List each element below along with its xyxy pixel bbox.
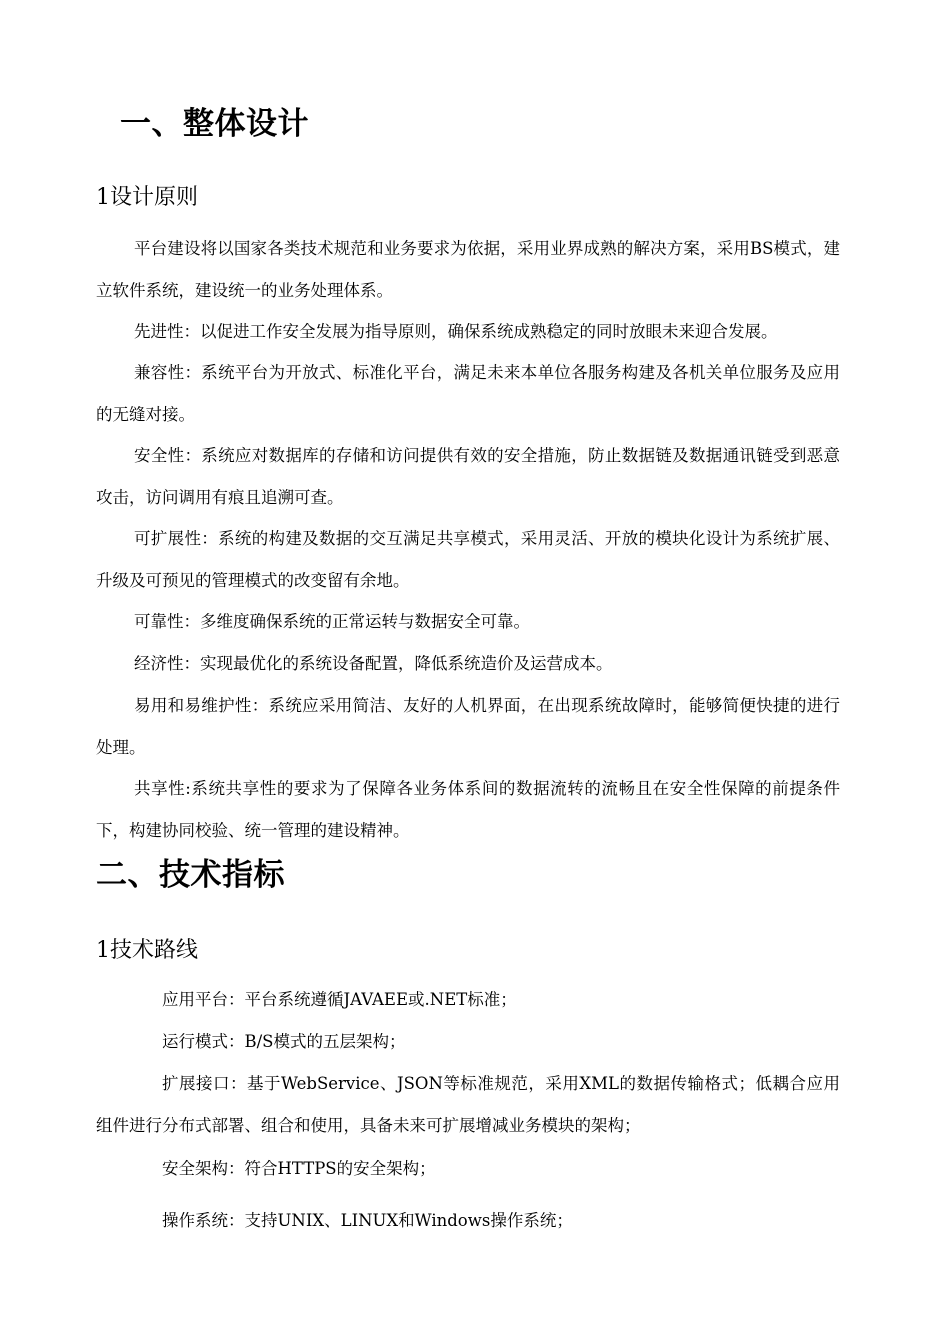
paragraph-compatibility: 兼容性：系统平台为开放式、标准化平台，满足未来本单位各服务构建及各机关单位服务及应用的无缝对接。 [96, 363, 840, 424]
section-1-1-heading [96, 183, 198, 213]
section-2-1-number: 1 [96, 938, 110, 963]
paragraph-usability: 易用和易维护性：系统应采用简洁、友好的人机界面，在出现系统故障时，能够简便快捷的进行处理。 [96, 696, 840, 757]
paragraph-run-mode: 运行模式：B/S模式的五层架构； [162, 1032, 406, 1051]
paragraph-ext-interface: 扩展接口：基于WebService、JSON等标准规范，采用XML的数据传输格式；低耦合应用组件进行分布式部署、组合和使用，具备未来可扩展增减业务模块的架构； [96, 1074, 840, 1135]
section-1-1-title: 设计原则 [110, 185, 199, 210]
paragraph-scalability: 可扩展性：系统的构建及数据的交互满足共享模式，采用灵活、开放的模块化设计为系统扩展、升级及可预见的管理模式的改变留有余地。 [96, 529, 840, 590]
paragraph-sharing: 共享性:系统共享性的要求为了保障各业务体系间的数据流转的流畅且在安全性保障的前提条件下，构建协同校验、统一管理的建设精神。 [96, 779, 840, 840]
paragraph-economy: 经济性：实现最优化的系统设备配置，降低系统造价及运营成本。 [134, 654, 613, 673]
paragraph-security-arch: 安全架构：符合HTTPS的安全架构； [162, 1159, 436, 1178]
paragraph-app-platform: 应用平台：平台系统遵循JAVAEE或.NET标准； [162, 990, 517, 1009]
section-1-heading: 一、整体设计 [120, 106, 309, 142]
section-2-1-title: 技术路线 [110, 938, 199, 963]
paragraph-advanced: 先进性：以促进工作安全发展为指导原则，确保系统成熟稳定的同时放眼未来迎合发展。 [134, 322, 778, 341]
paragraph-intro: 平台建设将以国家各类技术规范和业务要求为依据，采用业界成熟的解决方案，采用BS模式，建立软件系统，建设统一的业务处理体系。 [96, 239, 840, 300]
section-2-1-heading [96, 936, 198, 966]
section-1-1-number: 1 [96, 185, 110, 210]
paragraph-os: 操作系统：支持UNIX、LINUX和Windows操作系统； [162, 1211, 573, 1230]
paragraph-security: 安全性：系统应对数据库的存储和访问提供有效的安全措施，防止数据链及数据通讯链受到恶意攻击，访问调用有痕且追溯可查。 [96, 446, 840, 507]
paragraph-reliability: 可靠性：多维度确保系统的正常运转与数据安全可靠。 [134, 612, 530, 631]
section-2-heading: 二、技术指标 [96, 857, 285, 893]
